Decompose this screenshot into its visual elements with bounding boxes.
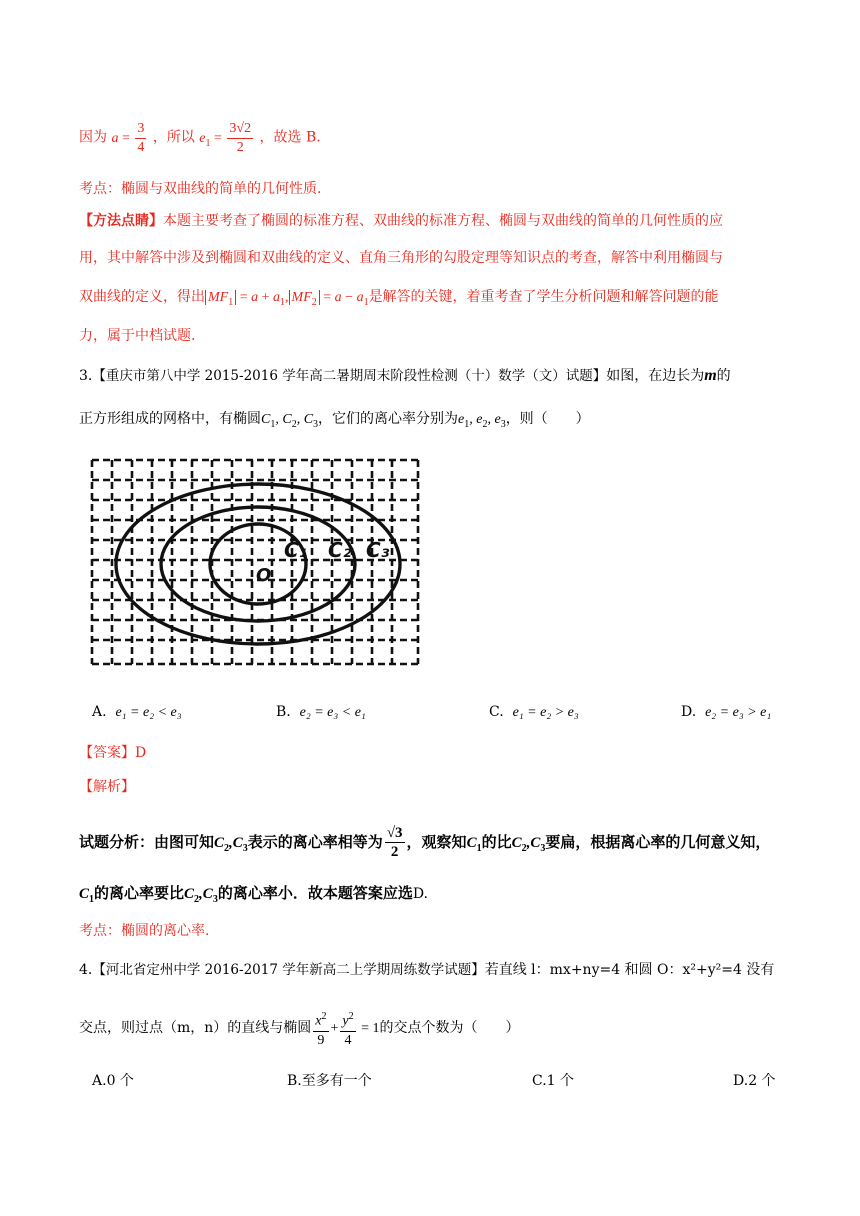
q3-option-b[interactable] xyxy=(276,704,366,721)
method-text-3a: 双曲线的定义，得出 xyxy=(79,289,205,305)
analysis-text-1a: 试题分析：由图可知 xyxy=(79,833,215,851)
method-text-1: 本题主要考查了椭圆的标准方程、双曲线的标准方程、椭圆与双曲线的简单的几何性质的应 xyxy=(163,213,723,229)
analysis-c2c3-c: $C_2,C_3$ xyxy=(184,886,218,905)
option-text: 至多有一个 xyxy=(301,1073,372,1089)
q3-stem-c: 正方形组成的网格中，有椭圆 xyxy=(79,411,261,427)
figure-label-c3: C₃ xyxy=(366,538,390,562)
q2-solution-text: 因为 xyxy=(79,129,107,146)
option-letter: B. xyxy=(287,1073,302,1089)
q3-answer xyxy=(79,742,146,762)
q2-solution-text-post: ，故选 B. xyxy=(259,129,321,146)
q3-ellipses: $C_1$, $C_2$, $C_3$ xyxy=(261,412,319,430)
q2-method-line1 xyxy=(79,210,723,230)
option-expr: e₂ = e₃ > e₁ xyxy=(705,705,772,720)
option-expr: e₁ = e₂ > e₃ xyxy=(512,705,579,720)
q3-number: 3. xyxy=(79,368,93,384)
q2-a-value: a = $\frac{3}{4}$ xyxy=(111,121,145,155)
option-letter: C. xyxy=(489,704,504,720)
option-letter: A. xyxy=(92,1073,107,1089)
figure-label-c1: C₁ xyxy=(284,538,308,562)
q4-stem-a: 若直线 l：mx+ny=4 和圆 O：x²+y²=4 没有 xyxy=(484,962,775,978)
q2-e1-value: $e_1$ = $\frac{3√2}{2}$ xyxy=(199,121,252,155)
q2-mf-expression: $MF_1 = a + a_1$, $MF_2 = a - a_1$ xyxy=(205,290,369,305)
analysis-text-2a: 的离心率要比 xyxy=(94,884,185,902)
option-letter: D. xyxy=(733,1073,749,1089)
figure-label-c2: C₂ xyxy=(328,538,352,562)
analysis-text-1d: 的比 xyxy=(481,833,512,851)
analysis-c2c3: $C_2,C_3$ xyxy=(214,835,248,854)
q4-option-c[interactable] xyxy=(532,1070,574,1090)
q2-method-line2: 用，其中解答中涉及到椭圆和双曲线的定义、直角三角形的勾股定理等知识点的考查，解答中利用椭圆与 xyxy=(79,250,723,266)
q3-option-a[interactable] xyxy=(92,704,182,721)
option-expr: e₂ = e₃ < e₁ xyxy=(299,705,366,720)
q4-stem-c: 的交点个数为（ ） xyxy=(379,1020,520,1037)
option-text: 2 个 xyxy=(748,1073,776,1089)
option-letter: B. xyxy=(276,704,291,720)
analysis-text-2b: 的离心率小．故本题答案应选 xyxy=(217,884,413,902)
q4-option-b[interactable] xyxy=(287,1070,372,1090)
q3-analysis-tag: 【解析】 xyxy=(79,779,135,795)
q3-kaodian: 考点：椭圆的离心率. xyxy=(79,923,210,939)
q3-option-c[interactable] xyxy=(489,704,579,721)
q4-number: 4. xyxy=(79,962,93,978)
q3-analysis-line1 xyxy=(79,824,770,861)
q3-source: 【重庆市第八中学 2015-2016 学年高二暑期周末阶段性检测（十）数学（文）试题】 xyxy=(92,368,607,384)
q3-ellipse-grid-figure xyxy=(88,456,424,672)
q2-method-line4: 力，属于中档试题. xyxy=(79,328,196,344)
option-expr: e₁ = e₂ < e₃ xyxy=(115,705,182,720)
q3-stem-a: 如图，在边长为 xyxy=(606,368,705,384)
q2-kaodian: 考点：椭圆与双曲线的简单的几何性质. xyxy=(79,181,322,197)
option-letter: D. xyxy=(681,704,697,720)
q3-stem-d: ，它们的离心率分别为 xyxy=(318,411,459,427)
q4-stem-b: 交点，则过点（m，n）的直线与椭圆 xyxy=(79,1020,312,1037)
method-tag: 【方法点睛】 xyxy=(79,213,163,229)
option-letter: C. xyxy=(532,1073,547,1089)
q2-solution-line xyxy=(79,120,321,157)
analysis-c1: $C_1$ xyxy=(466,835,482,854)
analysis-text-2c: D. xyxy=(412,886,429,902)
figure-label-origin: O xyxy=(256,565,272,586)
option-text: 0 个 xyxy=(106,1073,134,1089)
option-text: 1 个 xyxy=(546,1073,575,1089)
q4-stem-line2 xyxy=(79,1008,520,1050)
q3-analysis-line2 xyxy=(79,882,428,905)
method-text-3b: 是解答的关键，着重考查了学生分析问题和解答问题的能 xyxy=(368,289,719,305)
q3-stem-e: ，则（ ） xyxy=(505,411,590,427)
dashed-grid xyxy=(92,460,418,664)
analysis-text-1e: 要扁，根据离心率的几何意义知， xyxy=(545,833,771,851)
q4-option-d[interactable] xyxy=(733,1070,776,1090)
option-letter: A. xyxy=(92,704,107,720)
analysis-fraction-sqrt3-over-2: $\frac{√3}{2}$ xyxy=(386,825,403,860)
analysis-c2c3-b: $C_2,C_3$ xyxy=(511,835,546,854)
q4-ellipse-equation: $\frac{x^2}{9}$ + $\frac{y^2}{4}$ = 1 xyxy=(311,1021,379,1036)
q2-solution-text-mid: ，所以 xyxy=(152,129,195,146)
q3-option-d[interactable] xyxy=(681,704,771,721)
answer-value: D xyxy=(135,745,147,761)
answer-tag: 【答案】 xyxy=(79,745,135,761)
q2-method-line3 xyxy=(79,286,719,308)
q4-source: 【河北省定州中学 2016-2017 学年新高二上学期周练数学试题】 xyxy=(92,962,485,978)
q3-eccentricities: $e_1$, $e_2$, $e_3$ xyxy=(458,412,506,430)
q4-option-a[interactable] xyxy=(92,1070,134,1090)
q3-stem-line2 xyxy=(79,408,590,430)
q3-stem-b: 的 xyxy=(716,368,731,384)
analysis-text-1c: ，观察知 xyxy=(406,833,467,851)
q4-stem-line1 xyxy=(79,958,774,979)
analysis-text-1b: 表示的离心率相等为 xyxy=(247,833,383,851)
q3-stem-line1 xyxy=(79,364,731,385)
q3-m: m xyxy=(704,367,717,384)
analysis-c1-b: $C_1$ xyxy=(79,886,95,905)
